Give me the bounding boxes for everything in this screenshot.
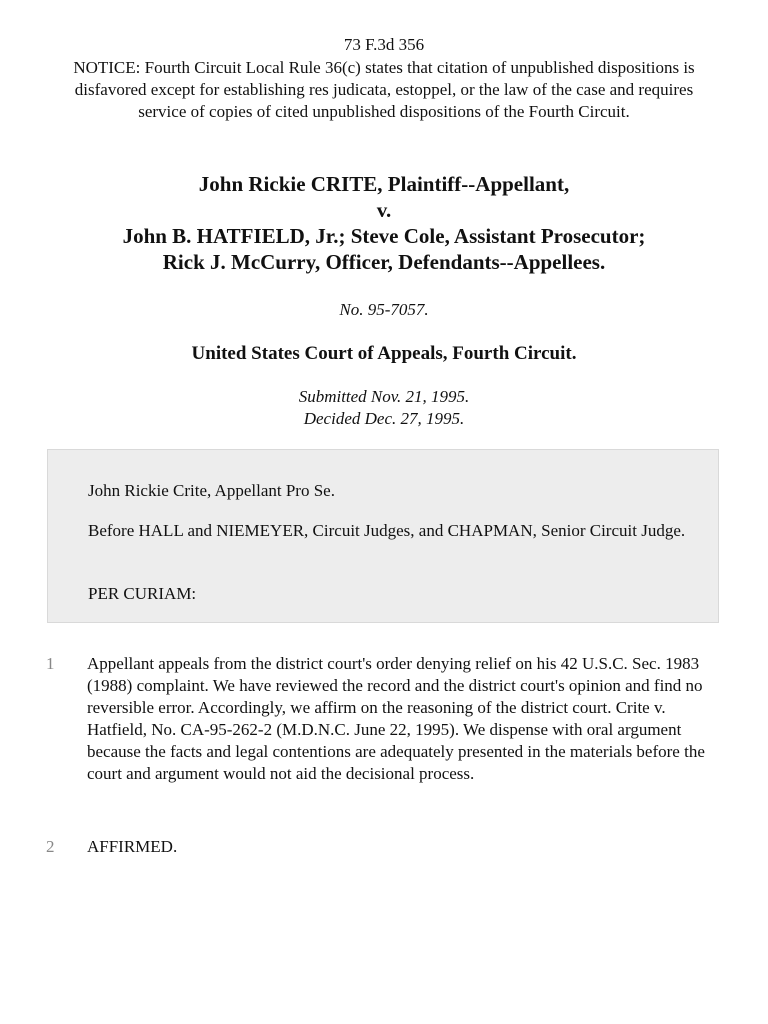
paragraph-number: 1 xyxy=(46,654,55,673)
per-curiam-label: PER CURIAM: xyxy=(88,584,197,603)
appellees-line-1: John B. HATFIELD, Jr.; Steve Cole, Assistant Prosecutor; xyxy=(122,224,646,248)
appellees-line-2: Rick J. McCurry, Officer, Defendants--Appellees. xyxy=(162,250,606,274)
case-info-panel xyxy=(47,449,719,623)
decision-dates xyxy=(0,386,768,430)
case-caption xyxy=(30,171,738,275)
paragraph-number: 2 xyxy=(46,837,55,856)
counsel-line: John Rickie Crite, Appellant Pro Se. xyxy=(88,481,335,500)
case-citation: 73 F.3d 356 xyxy=(343,35,425,54)
decided-date: Decided Dec. 27, 1995. xyxy=(303,409,465,428)
paragraph-text: AFFIRMED. xyxy=(87,837,178,856)
appellant-line: John Rickie CRITE, Plaintiff--Appellant, xyxy=(198,172,570,196)
docket-number: No. 95-7057. xyxy=(339,300,429,319)
paragraph-text: Appellant appeals from the district court's order denying relief on his 42 U.S.C. Sec. 1983 (1988) complaint. We have reviewed the record and the district court's opinion and find no reversible error. Accordingly, we affirm on the reasoning of the district court. Crite v. Hatfield, No. CA-95-262-2 (M.D.N.C. June 22, 1995). We dispense with oral argument because the facts and legal contentions are adequately presented in the materials before the court and argument would not aid the decisional process. xyxy=(87,654,705,783)
unpublished-notice: NOTICE: Fourth Circuit Local Rule 36(c) states that citation of unpublished dispositions is disfavored except for establishing res judicata, estoppel, or the law of the case and requires service of copies of cited unpublished dispositions of the Fourth Circuit. xyxy=(73,58,695,121)
judges-line: Before HALL and NIEMEYER, Circuit Judges, and CHAPMAN, Senior Circuit Judge. xyxy=(88,521,686,540)
court-name: United States Court of Appeals, Fourth Circuit. xyxy=(191,343,577,364)
versus-line: v. xyxy=(376,198,392,222)
submitted-date: Submitted Nov. 21, 1995. xyxy=(298,387,470,406)
